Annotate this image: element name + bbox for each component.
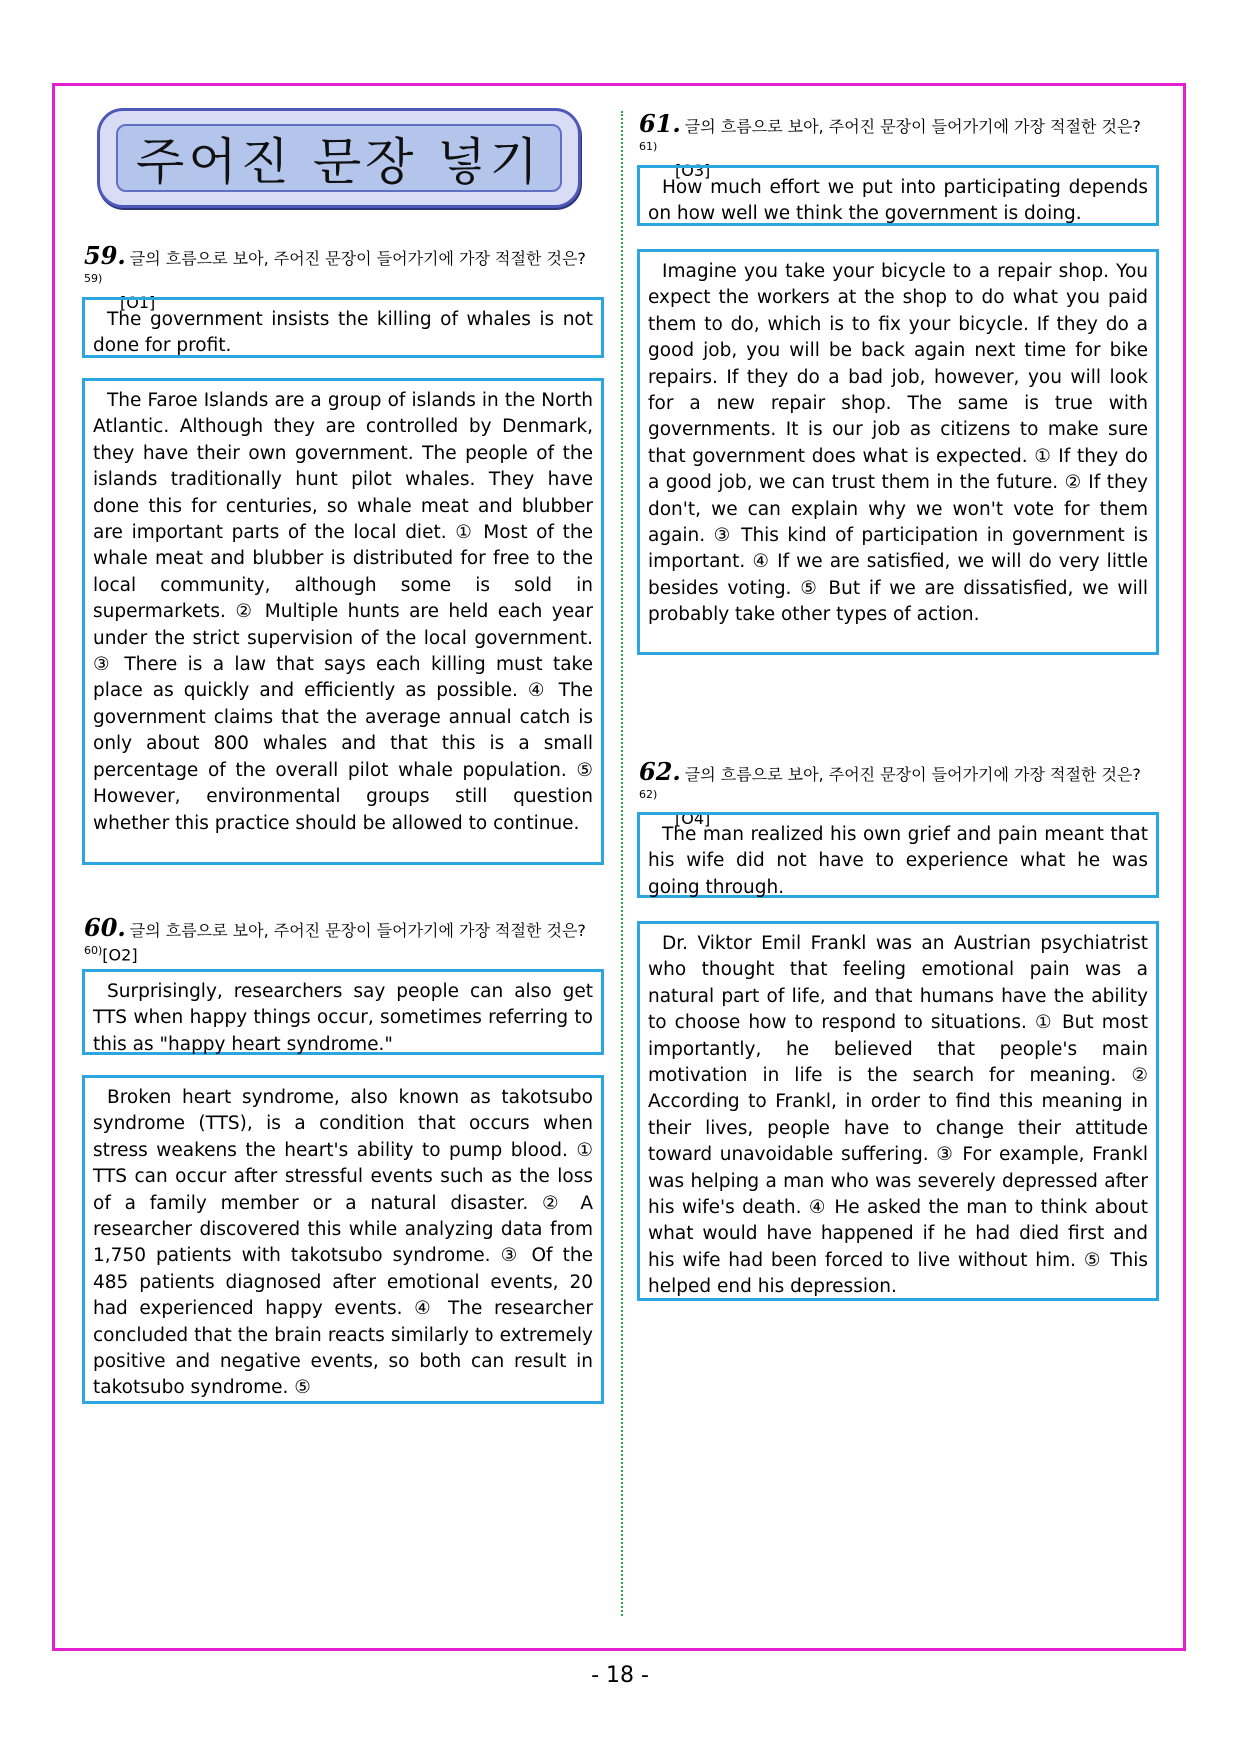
footnote-ref: 59) <box>84 272 103 285</box>
question-code: [O1] <box>120 293 156 313</box>
column-divider <box>621 111 623 1616</box>
question-number: 62. <box>639 757 681 786</box>
given-sentence-box-61: How much effort we put into participating depends on how well we think the government is doing. <box>637 165 1159 226</box>
given-sentence-box-62: The man realized his own grief and pain meant that his wife did not have to experience what he was going through. <box>637 812 1159 898</box>
section-title-inner <box>116 124 562 192</box>
question-code: [O4] <box>675 809 711 829</box>
question-prompt: 글의 흐름으로 보아, 주어진 문장이 들어가기에 가장 적절한 것은? <box>129 249 586 268</box>
passage-box-60: Broken heart syndrome, also known as takotsubo syndrome (TTS), is a condition that occurs when stress weakens the heart's ability to pump blood. ① TTS can occur after stressful events such as the loss of a family member or a natural disaster. ② A researcher discovered this while analyzing data from 1,750 patients with takotsubo syndrome. ③ Of the 485 patients diagnosed after emotional events, 20 had experienced happy events. ④ The researcher concluded that the brain reacts similarly to extremely positive and negative events, so both can result in takotsubo syndrome. ⑤ <box>82 1075 604 1404</box>
question-number: 61. <box>639 109 681 138</box>
passage-box-59: The Faroe Islands are a group of islands in the North Atlantic. Although they are controlled by Denmark, they have their own government. The people of the islands traditionally hunt pilot whales. They have done this for centuries, so whale meat and blubber are important parts of the local diet. ① Most of the whale meat and blubber is distributed for free to the local community, although some is sold in supermarkets. ② Multiple hunts are held each year under the strict supervision of the local government. ③ There is a law that says each killing must take place as quickly and efficiently as possible. ④ The government claims that the average annual catch is only about 800 whales and that this is a small percentage of the overall pilot whale population. ⑤ However, environmental groups still question whether this practice should be allowed to continue. <box>82 378 604 865</box>
section-title-banner <box>97 108 581 208</box>
question-60-header <box>84 913 604 965</box>
given-sentence-box-59: The government insists the killing of whales is not done for profit. <box>82 297 604 358</box>
footnote-ref: 60) <box>84 944 103 957</box>
passage-box-61: Imagine you take your bicycle to a repair shop. You expect the workers at the shop to do what you paid them to do, which is to fix your bicycle. If they do a good job, you will be back again next time for bike repairs. If they do a bad job, however, you will look for a new repair shop. The same is true with governments. It is our job as citizens to make sure that government does what is expected. ① If they do a good job, we can trust them in the future. ② If they don't, we can explain why we won't vote for them again. ③ This kind of participation in government is important. ④ If we are satisfied, we will do very little besides voting. ⑤ But if we are dissatisfied, we will probably take other types of action. <box>637 249 1159 655</box>
question-prompt: 글의 흐름으로 보아, 주어진 문장이 들어가기에 가장 적절한 것은? <box>684 765 1141 784</box>
question-number: 59. <box>84 241 126 270</box>
given-sentence-box-60: Surprisingly, researchers say people can also get TTS when happy things occur, sometimes referring to this as "happy heart syndrome." <box>82 969 604 1055</box>
question-code: [O2] <box>102 945 138 965</box>
question-number: 60. <box>84 913 126 942</box>
footnote-ref: 62) <box>639 788 658 801</box>
question-prompt: 글의 흐름으로 보아, 주어진 문장이 들어가기에 가장 적절한 것은? <box>129 921 586 940</box>
page-number: - 18 - <box>591 1663 649 1688</box>
passage-box-62: Dr. Viktor Emil Frankl was an Austrian psychiatrist who thought that feeling emotional pain was a natural part of life, and that humans have the ability to choose how to respond to situations. ① But most importantly, he believed that people's main motivation in life is the search for meaning. ② According to Frankl, in order to find this meaning in their lives, people have to change their attitude toward unavoidable suffering. ③ For example, Frankl was helping a man who was severely depressed after his wife's death. ④ He asked the man to think about what would have happened if he had died first and his wife had been forced to live without him. ⑤ This helped end his depression. <box>637 921 1159 1301</box>
section-title: 주어진 문장 넣기 <box>136 133 542 191</box>
question-code: [O3] <box>675 161 711 181</box>
question-prompt: 글의 흐름으로 보아, 주어진 문장이 들어가기에 가장 적절한 것은? <box>684 117 1141 136</box>
footnote-ref: 61) <box>639 140 658 153</box>
